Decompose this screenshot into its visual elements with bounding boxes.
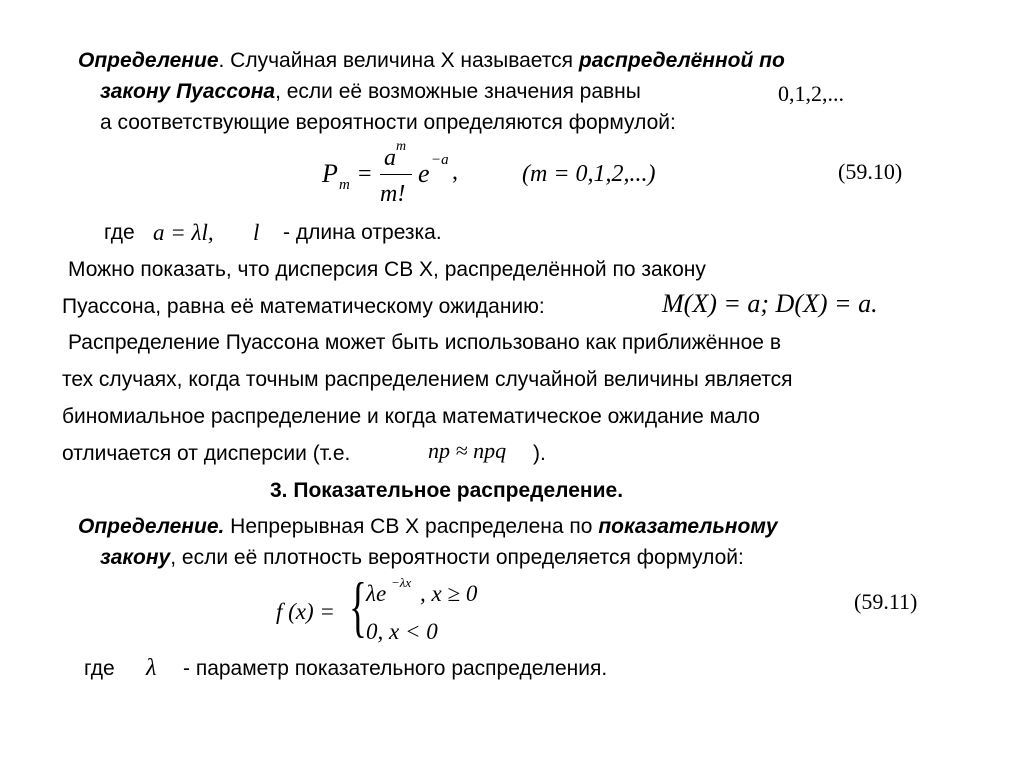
formula-e-sup: −a (431, 152, 449, 168)
approx-line1: Распределение Пуассона может быть использовано как приближённое в (68, 331, 781, 354)
exp-formula-case1: λe (366, 581, 387, 606)
exponential-where-desc: - параметр показательного распределения. (183, 657, 608, 680)
exponential-definition-label: Определение. (78, 515, 225, 538)
poisson-term-cont: закону Пуассона (100, 80, 276, 103)
poisson-values-formula: 0,1,2,... (778, 81, 844, 106)
poisson-where-l: l (253, 220, 260, 245)
approx-close: ). (533, 442, 546, 465)
exp-formula-brace: { (349, 568, 367, 644)
approx-line3: биномиальное распределение и когда математическое ожидание мало (62, 405, 760, 428)
poisson-where-desc: - длина отрезка. (283, 221, 442, 244)
variance-line2: Пуассона, равна её математическому ожиданию: (62, 295, 545, 318)
formula-e: e (418, 159, 430, 188)
exponential-definition-line1 (78, 516, 778, 537)
formula-eq: = (358, 161, 372, 187)
exp-formula-lhs: f (x) = (276, 599, 335, 624)
formula-P-subscript: m (339, 177, 350, 193)
exp-formula-case2: 0, x < 0 (366, 619, 438, 644)
formula-numerator-sup: m (396, 139, 407, 154)
exponential-definition-text: Непрерывная СВ X распределена по (224, 515, 599, 538)
poisson-definition-line1 (78, 50, 785, 71)
poisson-definition-label: Определение (78, 49, 219, 72)
poisson-definition-line3: а соответствующие вероятности определяются формулой: (100, 111, 676, 134)
exponential-definition-text-2: , если её плотность вероятности определяется формулой: (170, 546, 744, 569)
variance-line1: Можно показать, что дисперсия СВ X, распределённой по закону (68, 258, 706, 281)
exp-formula-case1-cond: , x ≥ 0 (420, 581, 478, 606)
poisson-definition-line2 (100, 81, 641, 102)
exponential-lambda: λ (146, 655, 157, 681)
poisson-where-label: где (104, 221, 135, 244)
poisson-definition-text: . Случайная величина X называется (218, 49, 579, 72)
formula-P: P (322, 159, 338, 188)
formula-denominator: m! (380, 181, 406, 207)
formula-number-59-11: (59.11) (854, 589, 918, 614)
exponential-heading: 3. Показательное распределение. (270, 479, 624, 502)
exponential-definition-line2 (100, 547, 744, 568)
poisson-definition-text-2: , если её возможные значения равны (275, 80, 641, 103)
approx-line4: отличается от дисперсии (т.е. (62, 442, 351, 465)
variance-formula: M(X) = a; D(X) = a. (662, 289, 878, 318)
formula-number-59-10: (59.10) (838, 159, 903, 184)
poisson-term: распределённой по (578, 49, 785, 72)
exp-formula-case1-sup: −λx (391, 575, 412, 590)
exponential-term: показательному (598, 515, 778, 538)
formula-range: (m = 0,1,2,...) (522, 161, 656, 187)
exponential-term-cont: закону (100, 546, 171, 569)
formula-fraction-bar (380, 174, 412, 175)
exponential-where-label: где (84, 657, 115, 680)
poisson-where-formula: a = λl, (153, 220, 214, 245)
approx-line2: тех случаях, когда точным распределением случайной величины является (62, 368, 793, 391)
formula-numerator-a: a (384, 145, 396, 171)
formula-comma: , (452, 159, 458, 185)
approx-formula: np ≈ npq (428, 438, 507, 463)
